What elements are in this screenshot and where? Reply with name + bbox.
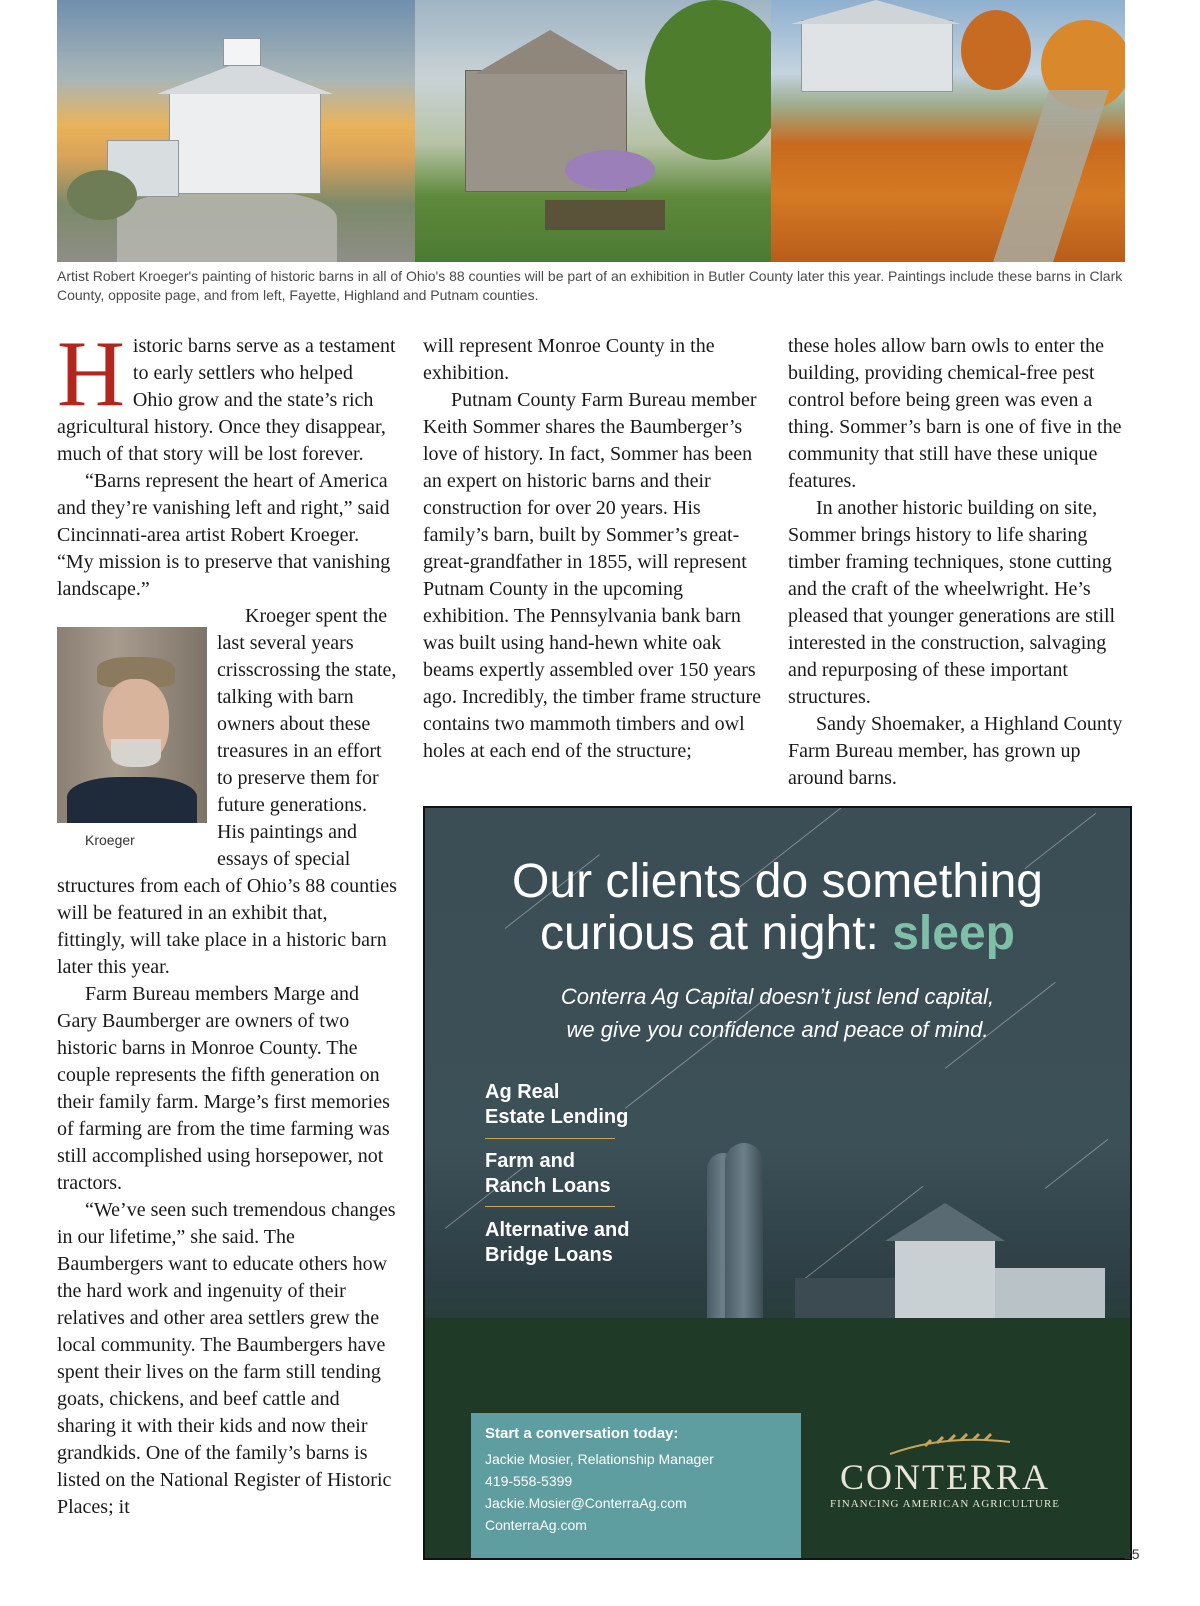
portrait-caption: Kroeger xyxy=(85,832,135,848)
photo-caption: Artist Robert Kroeger's painting of historic barns in all of Ohio's 88 counties will be part of an exhibition in Butler County later this year. Paintings include these barns in Clark County, opposite page, and from left, Fayette, Highland and Putnam counties. xyxy=(57,268,1123,303)
article-paragraph: “Barns represent the heart of America and they’re vanishing left and right,” said Cincinnati-area artist Robert Kroeger. “My mission is to preserve that vanishing landscape.” xyxy=(57,470,391,600)
painting-highland-barn xyxy=(415,0,771,262)
article-paragraph: Farm Bureau members Marge and Gary Baumberger are owners of two historic barns in Monroe County. The couple represents the fifth generation on their family farm. Marge’s first memories of farming are from the time farming was still accomplished using horsepower, not tractors. xyxy=(57,983,390,1194)
ad-divider xyxy=(485,1206,615,1207)
ad-divider xyxy=(485,1138,615,1139)
article-paragraph: Kroeger Kroeger spent the last several years crisscrossing the state, talking with barn owners about these treasures in an effort to preserve them for future generations. His paintings and essays of special structures from each of Ohio’s 88 counties will be featured in an exhibit that, fittingly, will take place in a historic barn later this year. xyxy=(57,605,397,978)
contact-website[interactable]: ConterraAg.com xyxy=(485,1517,587,1533)
page-number: 25 xyxy=(1124,1546,1140,1562)
kroeger-portrait-photo xyxy=(57,627,207,823)
article-paragraph: istoric barns serve as a testament to early settlers who helped Ohio grow and the state’s rich agricultural history. Once they disappear, much of that story will be lost forever. xyxy=(57,335,396,465)
ad-contact-box[interactable] xyxy=(471,1413,801,1558)
painting-fayette-barn xyxy=(57,0,415,262)
conterra-advertisement[interactable] xyxy=(423,806,1132,1560)
article-paragraph: Putnam County Farm Bureau member Keith Sommer shares the Baumberger’s love of history. In fact, Sommer has been an expert on historic barns and their construction for over 20 years. His family’s barn, built by Sommer’s great-great-grandfather in 1855, will represent Putnam County in the upcoming exhibition. The Pennsylvania bank barn was built using hand-hewn white oak beams expertly assembled over 150 years ago. Incredibly, the timber frame structure contains two mammoth timbers and owl holes at each end of the structure; xyxy=(423,389,762,762)
article-paragraph: Sandy Shoemaker, a Highland County Farm Bureau member, has grown up around barns. xyxy=(788,713,1123,789)
drop-cap: H xyxy=(57,322,125,426)
article-paragraph: will represent Monroe County in the exhibition. xyxy=(423,335,715,384)
painting-strip xyxy=(57,0,1125,262)
ad-headline-highlight: sleep xyxy=(892,907,1015,960)
painting-putnam-barn xyxy=(771,0,1125,262)
article-column-2 xyxy=(423,333,763,765)
article-paragraph: In another historic building on site, Sommer brings history to life sharing timber framing techniques, stone cutting and the craft of the wheelwright. He’s pleased that younger generations are still interested in the construction, salvaging and repurposing of these important structures. xyxy=(788,497,1116,708)
portrait-figure xyxy=(57,627,207,854)
ad-service-farm-ranch: Farm and Ranch Loans xyxy=(485,1150,611,1197)
contact-lead: Start a conversation today: xyxy=(485,1425,679,1442)
contact-email[interactable]: Jackie.Mosier@ConterraAg.com xyxy=(485,1495,687,1511)
ad-service-alternative-bridge: Alternative and Bridge Loans xyxy=(485,1219,630,1266)
contact-name: Jackie Mosier, Relationship Manager xyxy=(485,1451,714,1467)
ad-headline: Our clients do something curious at night: sleep xyxy=(512,855,1043,960)
article-column-1 xyxy=(57,322,397,1521)
ad-service-ag-real-estate: Ag Real Estate Lending xyxy=(485,1081,629,1128)
contact-phone[interactable]: 419-558-5399 xyxy=(485,1473,573,1489)
ad-subheadline: Conterra Ag Capital doesn’t just lend capital, we give you confidence and peace of mind. xyxy=(560,984,995,1042)
conterra-logo: CONTERRA FINANCING AMERICAN AGRICULTURE xyxy=(829,1457,1061,1510)
article-paragraph: these holes allow barn owls to enter the building, providing chemical-free pest control before being green was even a thing. Sommer’s barn is one of five in the community that still have these unique features. xyxy=(788,335,1122,492)
article-column-3 xyxy=(788,333,1128,792)
article-paragraph: “We’ve seen such tremendous changes in our lifetime,” she said. The Baumbergers want to educate others how the hard work and ingenuity of their relatives and other area settlers grew the local community. The Baumbergers have spent their lives on the farm still tending goats, chickens, and beef cattle and sharing it with their kids and now their grandkids. One of the family’s barns is listed on the National Register of Historic Places; it xyxy=(57,1199,396,1518)
